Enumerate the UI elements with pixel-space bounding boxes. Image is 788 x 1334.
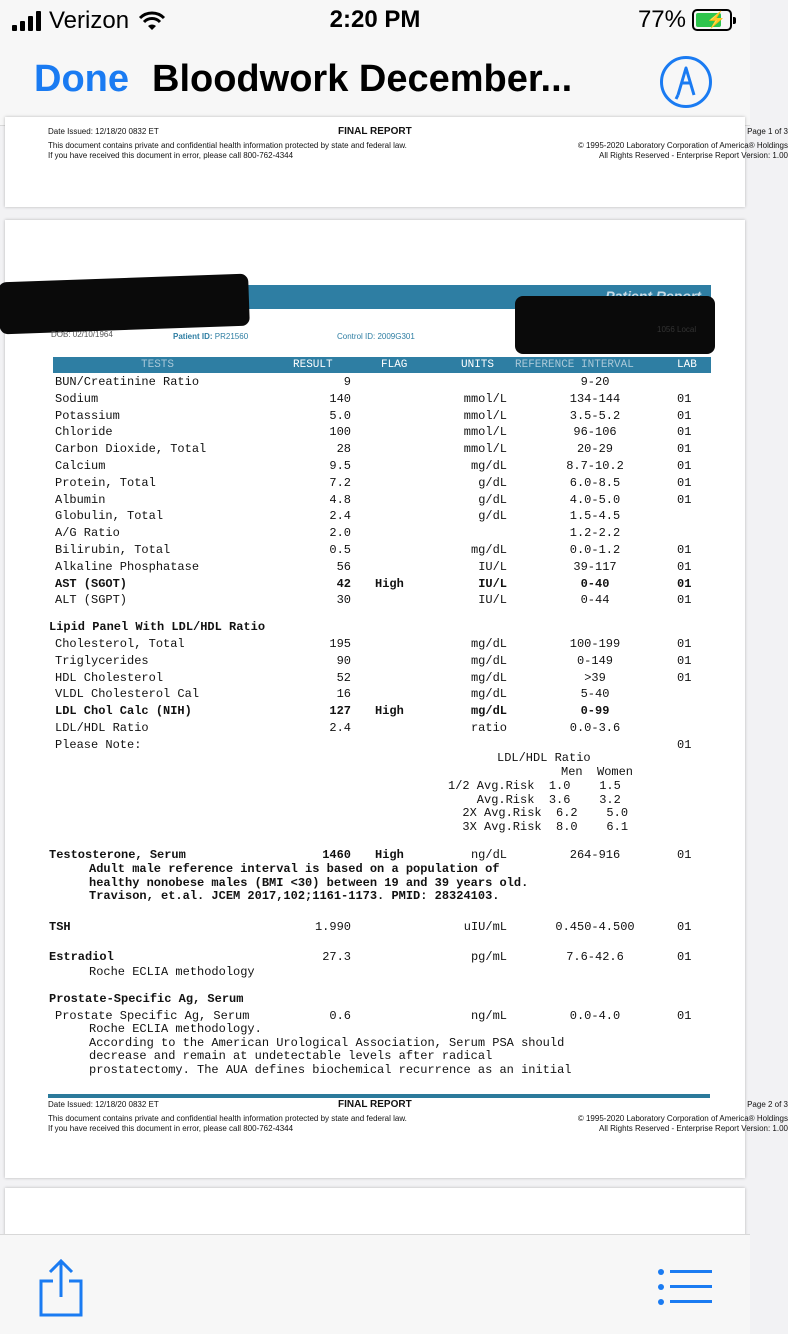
- test-name: Chloride: [55, 425, 113, 440]
- table-row: [5, 577, 745, 593]
- test-name: VLDL Cholesterol Cal: [55, 687, 200, 702]
- col-lab: LAB: [677, 359, 697, 371]
- footer-final-report: FINAL REPORT: [338, 126, 412, 137]
- flag-value: High: [375, 704, 404, 719]
- unit-value: mmol/L: [463, 391, 507, 406]
- result-value: 140: [329, 391, 351, 406]
- result-value: 56: [336, 559, 351, 574]
- table-row: [5, 476, 745, 492]
- result-value: 27.3: [322, 950, 351, 964]
- reference-interval: 0.0-3.6: [569, 721, 621, 735]
- list-icon: [656, 1267, 714, 1307]
- lab-code: 01: [677, 848, 692, 862]
- unit-value: IU/L: [478, 559, 507, 574]
- table-row: [5, 509, 745, 525]
- battery-percent: 77%: [637, 6, 686, 33]
- result-value: 100: [329, 425, 351, 440]
- table-row: [5, 442, 745, 458]
- table-row: [5, 738, 745, 754]
- footer-rule: [48, 1094, 710, 1098]
- done-button[interactable]: Done: [34, 58, 129, 100]
- lab-code: 01: [677, 637, 692, 651]
- patient-id-label: Patient ID:: [173, 332, 213, 341]
- test-name: TSH: [49, 920, 71, 934]
- table-row: [5, 425, 745, 441]
- reference-interval: 5-40: [580, 687, 610, 702]
- result-value: 30: [336, 593, 351, 608]
- test-name: Estradiol: [49, 950, 114, 964]
- reference-interval: 1.5-4.5: [569, 509, 621, 524]
- table-row: [5, 920, 745, 936]
- psa-note-line: Roche ECLIA methodology.: [89, 1022, 262, 1036]
- test-name: Albumin: [55, 492, 106, 507]
- lab-code: 01: [677, 1009, 692, 1023]
- result-value: 4.8: [329, 492, 351, 507]
- reference-interval: 8.7-10.2: [566, 459, 624, 473]
- result-value: 9: [343, 375, 351, 389]
- reference-interval: 0-99: [580, 704, 610, 719]
- lab-code: 01: [677, 391, 692, 406]
- footer-copyright-2: All Rights Reserved - Enterprise Report Version: 1.00: [599, 1124, 788, 1133]
- footer-final-report: FINAL REPORT: [338, 1099, 412, 1110]
- result-value: 0.5: [329, 543, 351, 557]
- result-value: 7.2: [329, 475, 351, 490]
- test-name: Prostate Specific Ag, Serum: [55, 1009, 250, 1023]
- lab-code: 01: [677, 920, 692, 934]
- lipid-panel-title: Lipid Panel With LDL/HDL Ratio: [49, 620, 266, 634]
- footer-page-number: Page 2 of 3: [747, 1100, 788, 1109]
- unit-value: g/dL: [478, 509, 507, 524]
- markup-pen-icon: [663, 59, 709, 105]
- testosterone-note-line: Adult male reference interval is based on a population of: [89, 862, 500, 876]
- lab-code: 01: [677, 475, 692, 490]
- reference-interval: 3.5-5.2: [569, 408, 621, 423]
- unit-value: IU/L: [478, 593, 507, 608]
- reference-interval: 264-916: [569, 848, 621, 862]
- reference-interval: 100-199: [569, 637, 621, 651]
- test-name: Bilirubin, Total: [55, 543, 171, 557]
- col-result: RESULT: [293, 359, 333, 371]
- reference-interval: 4.0-5.0: [569, 492, 621, 507]
- test-name: AST (SGOT): [55, 576, 128, 591]
- lab-code: 01: [677, 492, 692, 507]
- results-table: [5, 220, 745, 1120]
- testosterone-note-line: healthy nonobese males (BMI <30) between 19 and 39 years old.: [89, 875, 529, 890]
- footer-copyright-2: All Rights Reserved - Enterprise Report Version: 1.00: [599, 151, 788, 160]
- result-value: 9.5: [329, 459, 351, 473]
- status-time: 2:20 PM: [329, 6, 421, 33]
- battery-icon: [692, 9, 732, 31]
- unit-value: mg/dL: [470, 543, 507, 557]
- unit-value: pg/mL: [470, 950, 507, 964]
- test-name: Carbon Dioxide, Total: [55, 442, 207, 457]
- unit-value: IU/L: [478, 576, 507, 591]
- test-name: Testosterone, Serum: [49, 848, 186, 862]
- reference-interval: 0-40: [580, 576, 610, 591]
- share-icon: [36, 1257, 86, 1319]
- document-viewer[interactable]: [0, 126, 788, 1234]
- unit-value: g/dL: [478, 475, 507, 490]
- table-row: [5, 704, 745, 720]
- lab-code: 01: [677, 559, 692, 574]
- result-value: 195: [329, 637, 351, 651]
- dob-fragment: DOB: 02/10/1964: [51, 330, 113, 339]
- test-name: Cholesterol, Total: [55, 637, 185, 651]
- col-flag: FLAG: [381, 359, 408, 371]
- col-units: UNITS: [461, 359, 495, 371]
- page-1: [5, 117, 788, 207]
- footer-confidential-1: This document contains private and confidential health information protected by state and federal law.: [48, 1114, 407, 1123]
- testosterone-note-line: Travison, et.al. JCEM 2017,102;1161-1173. PMID: 28324103.: [89, 889, 500, 903]
- reference-interval: 7.6-42.6: [566, 950, 624, 964]
- lab-code: 01: [677, 425, 692, 440]
- test-name: BUN/Creatinine Ratio: [55, 375, 200, 389]
- flag-value: High: [375, 576, 404, 591]
- reference-interval: 9-20: [580, 375, 610, 389]
- page-2: [5, 220, 788, 1178]
- unit-value: mg/dL: [470, 653, 507, 668]
- table-row: [5, 637, 745, 653]
- table-row: [5, 721, 745, 737]
- ratio-table-line: Avg.Risk 3.6 3.2: [448, 792, 621, 807]
- unit-value: mmol/L: [463, 408, 507, 423]
- psa-note-line: decrease and remain at undetectable levels after radical: [89, 1049, 493, 1063]
- psa-note-line: prostatectomy. The AUA defines biochemical recurrence as an initial: [89, 1062, 572, 1077]
- footer-confidential-2: If you have received this document in error, please call 800-762-4344: [48, 1124, 294, 1133]
- lab-code: 01: [677, 576, 692, 591]
- lab-code: 01: [677, 442, 692, 457]
- ratio-table-head: Men Women: [561, 765, 634, 779]
- markup-button[interactable]: [660, 56, 712, 108]
- table-row: [5, 543, 745, 559]
- result-value: 28: [336, 442, 351, 457]
- charging-bolt-icon: ⚡: [706, 12, 726, 29]
- lab-code: 01: [677, 593, 692, 608]
- lab-code: 01: [677, 459, 692, 473]
- test-name: Protein, Total: [55, 475, 156, 490]
- result-value: 1.990: [314, 920, 351, 934]
- control-id: Control ID: 2009G301: [337, 332, 415, 341]
- unit-value: mmol/L: [463, 425, 507, 440]
- footer-date-issued: Date Issued: 12/18/20 0832 ET: [48, 1100, 159, 1109]
- flag-value: High: [375, 848, 404, 862]
- footer-confidential-1: This document contains private and confidential health information protected by state and federal law.: [48, 141, 407, 150]
- result-value: 16: [336, 687, 351, 702]
- carrier-label: Verizon: [49, 7, 130, 34]
- unit-value: g/dL: [478, 492, 507, 507]
- footer-date-issued: Date Issued: 12/18/20 0832 ET: [48, 127, 159, 136]
- table-row: [5, 687, 745, 703]
- reference-interval: 39-117: [573, 559, 617, 574]
- psa-title: Prostate-Specific Ag, Serum: [49, 992, 244, 1006]
- reference-interval: 0-149: [576, 653, 613, 668]
- lab-code: 01: [677, 950, 692, 964]
- test-name: Triglycerides: [55, 653, 149, 668]
- bottom-toolbar: [0, 1234, 750, 1334]
- page-1-footer: [48, 126, 788, 163]
- table-row: [5, 654, 745, 670]
- table-row: [5, 392, 745, 408]
- test-name: Potassium: [55, 408, 120, 423]
- status-right: [638, 6, 732, 34]
- table-row: [5, 950, 745, 966]
- lab-code: 01: [677, 653, 692, 668]
- table-row: [5, 671, 745, 687]
- unit-value: ratio: [470, 721, 507, 735]
- reference-interval: 6.0-8.5: [569, 475, 621, 490]
- patient-id-value: PR21560: [214, 332, 249, 341]
- lab-code: 01: [677, 670, 692, 685]
- unit-value: mg/dL: [470, 687, 507, 702]
- table-row: [5, 409, 745, 425]
- test-name: LDL Chol Calc (NIH): [55, 704, 192, 719]
- reference-interval: 0.0-4.0: [569, 1009, 621, 1023]
- reference-interval: 134-144: [569, 391, 621, 406]
- result-value: 1460: [322, 848, 351, 862]
- reference-interval: 0-44: [580, 593, 610, 608]
- reference-interval: >39: [584, 670, 606, 685]
- result-value: 2.0: [329, 526, 351, 541]
- table-row: [5, 375, 745, 391]
- result-value: 127: [329, 704, 351, 719]
- result-value: 5.0: [329, 408, 351, 423]
- ratio-table-line: 3X Avg.Risk 8.0 6.1: [448, 819, 629, 834]
- footer-page-number: Page 1 of 3: [747, 127, 788, 136]
- unit-value: mg/dL: [470, 704, 507, 719]
- test-name: Globulin, Total: [55, 509, 164, 524]
- lab-code: 01: [677, 737, 692, 752]
- footer-copyright-1: © 1995-2020 Laboratory Corporation of America® Holdings: [577, 141, 788, 150]
- table-row: [5, 560, 745, 576]
- reference-interval: 0.0-1.2: [569, 543, 621, 557]
- table-row: [5, 593, 745, 609]
- test-name: HDL Cholesterol: [55, 670, 164, 685]
- table-row: [5, 493, 745, 509]
- reference-interval: 0.450-4.500: [555, 920, 635, 934]
- unit-value: uIU/mL: [463, 920, 507, 934]
- col-tests: TESTS: [141, 359, 175, 371]
- result-value: 42: [336, 576, 351, 591]
- test-name: A/G Ratio: [55, 526, 120, 541]
- reference-interval: 1.2-2.2: [569, 526, 621, 541]
- ratio-table-line: 2X Avg.Risk 6.2 5.0: [448, 806, 629, 820]
- footer-confidential-2: If you have received this document in error, please call 800-762-4344: [48, 151, 294, 160]
- reference-interval: 96-106: [573, 425, 617, 440]
- table-row: [5, 526, 745, 542]
- result-value: 0.6: [329, 1009, 351, 1023]
- document-title: Bloodwork December...: [152, 58, 573, 100]
- test-name: ALT (SGPT): [55, 593, 128, 608]
- psa-note-line: According to the American Urological Association, Serum PSA should: [89, 1035, 565, 1050]
- unit-value: mg/dL: [470, 637, 507, 651]
- col-reference-interval: REFERENCE INTERVAL: [515, 359, 634, 371]
- result-value: 90: [336, 653, 351, 668]
- ratio-table-title: LDL/HDL Ratio: [497, 751, 591, 765]
- test-name: LDL/HDL Ratio: [55, 721, 149, 735]
- page-2-footer: [48, 1094, 788, 1136]
- reference-interval: 20-29: [576, 442, 613, 457]
- ratio-table-line: 1/2 Avg.Risk 1.0 1.5: [448, 779, 621, 793]
- result-value: 2.4: [329, 721, 351, 735]
- unit-value: mmol/L: [463, 442, 507, 457]
- status-bar: [0, 0, 750, 40]
- unit-value: ng/mL: [470, 1009, 507, 1023]
- table-row: [5, 459, 745, 475]
- unit-value: ng/dL: [470, 848, 507, 862]
- result-value: 52: [336, 670, 351, 685]
- test-name: Please Note:: [55, 737, 142, 752]
- outline-list-button[interactable]: [656, 1267, 714, 1307]
- estradiol-note: Roche ECLIA methodology: [89, 965, 255, 979]
- lab-code: 01: [677, 543, 692, 557]
- result-value: 2.4: [329, 509, 351, 524]
- lab-code: 01: [677, 408, 692, 423]
- local-fragment: 1056 Local: [657, 325, 697, 334]
- test-name: Calcium: [55, 459, 106, 473]
- footer-copyright-1: © 1995-2020 Laboratory Corporation of America® Holdings: [577, 1114, 788, 1123]
- unit-value: mg/dL: [470, 459, 507, 473]
- navigation-bar: [0, 40, 750, 126]
- unit-value: mg/dL: [470, 670, 507, 685]
- test-name: Sodium: [55, 391, 99, 406]
- share-button[interactable]: [36, 1257, 86, 1319]
- test-name: Alkaline Phosphatase: [55, 559, 200, 574]
